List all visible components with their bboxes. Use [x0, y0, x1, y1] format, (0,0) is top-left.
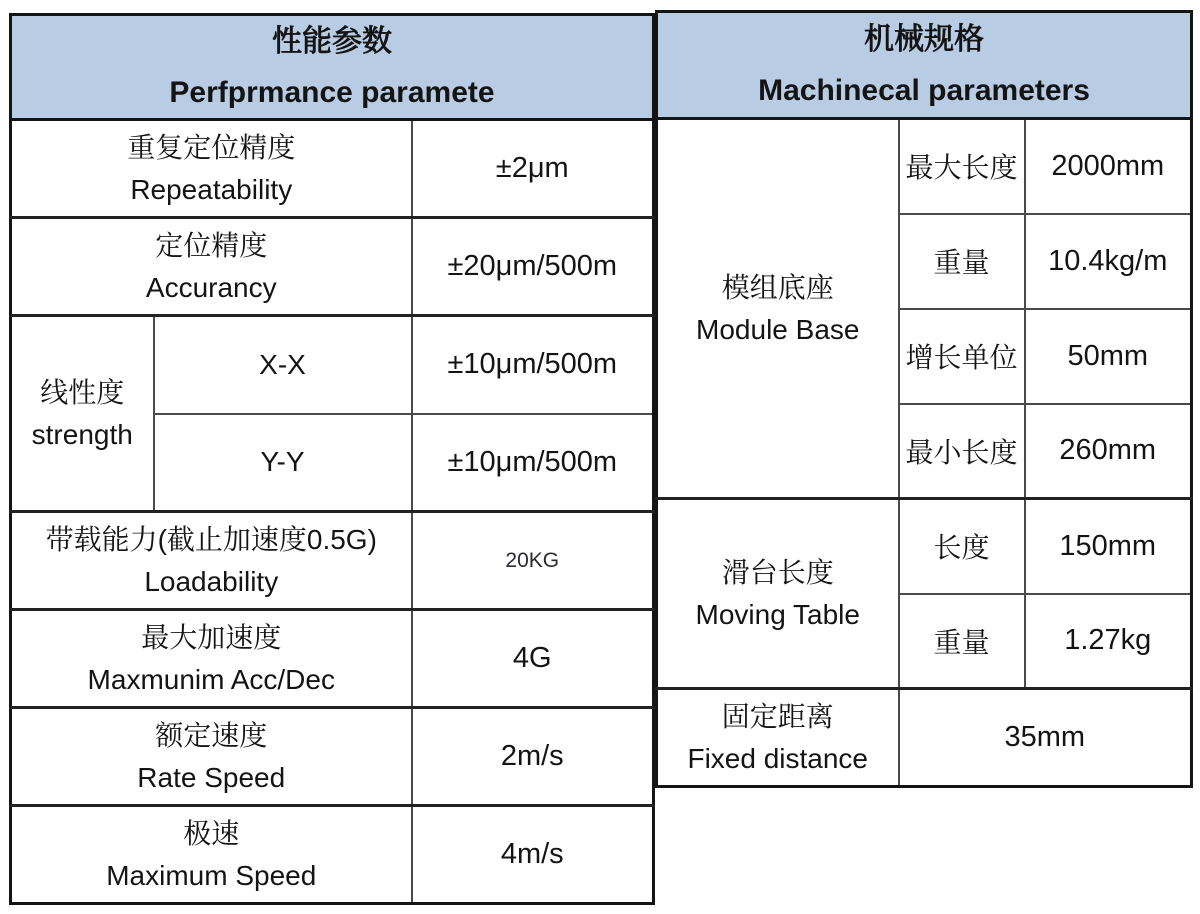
- mechanical-title-zh: 机械规格: [864, 23, 984, 56]
- max-speed-label-cell: [11, 806, 412, 904]
- table-row: [657, 499, 1192, 594]
- loadability-label-en: Loadability: [144, 565, 279, 597]
- rate-speed-value: 2m/s: [412, 708, 654, 806]
- table-row: [11, 806, 654, 904]
- table-length-value: 150mm: [1025, 499, 1192, 594]
- increment-unit-label: 增长单位: [899, 309, 1025, 404]
- table-row: [11, 316, 654, 414]
- table-weight-value: 1.27kg: [1025, 594, 1192, 689]
- max-speed-label-zh: 极速: [183, 817, 240, 849]
- accuracy-label-cell: [11, 218, 412, 316]
- performance-table-header: [11, 15, 654, 120]
- accuracy-value: ±20μm/500m: [412, 218, 654, 316]
- moving-table-label-en: Moving Table: [695, 598, 860, 630]
- max-acc-label-en: Maxmunim Acc/Dec: [87, 663, 335, 695]
- table-row: [657, 119, 1192, 214]
- loadability-label-zh: 带载能力(截止加速度0.5G): [45, 523, 377, 555]
- mechanical-table-header: [657, 12, 1192, 119]
- fixed-distance-value: 35mm: [899, 689, 1192, 787]
- performance-parameters-table: [9, 13, 655, 905]
- module-base-label-zh: 模组底座: [721, 271, 834, 303]
- table-weight-label: 重量: [899, 594, 1025, 689]
- repeatability-label-en: Repeatability: [130, 173, 293, 205]
- accuracy-label-zh: 定位精度: [155, 229, 268, 261]
- linearity-label-zh: 线性度: [40, 376, 125, 408]
- max-acc-value: 4G: [412, 610, 654, 708]
- max-speed-label-en: Maximum Speed: [106, 859, 317, 891]
- increment-unit-value: 50mm: [1025, 309, 1192, 404]
- linearity-label-en: strength: [31, 418, 133, 450]
- max-acc-label-zh: 最大加速度: [141, 621, 282, 653]
- table-row: [11, 610, 654, 708]
- table-row: [11, 512, 654, 610]
- base-weight-label: 重量: [899, 214, 1025, 309]
- linearity-label-cell: [11, 316, 154, 512]
- linearity-xx-label: X-X: [154, 316, 412, 414]
- base-weight-value: 10.4kg/m: [1025, 214, 1192, 309]
- module-base-label-cell: [657, 119, 899, 499]
- mechanical-title-en: Machinecal parameters: [758, 74, 1090, 107]
- min-length-value: 260mm: [1025, 404, 1192, 499]
- repeatability-label-zh: 重复定位精度: [127, 131, 296, 163]
- loadability-label-cell: [11, 512, 412, 610]
- fixed-distance-label-cell: [657, 689, 899, 787]
- table-length-label: 长度: [899, 499, 1025, 594]
- linearity-yy-label: Y-Y: [154, 414, 412, 512]
- rate-speed-label-cell: [11, 708, 412, 806]
- fixed-distance-label-en: Fixed distance: [687, 742, 869, 774]
- rate-speed-label-en: Rate Speed: [137, 761, 286, 793]
- repeatability-label-cell: [11, 120, 412, 218]
- linearity-xx-value: ±10μm/500m: [412, 316, 654, 414]
- repeatability-value: ±2μm: [412, 120, 654, 218]
- linearity-yy-value: ±10μm/500m: [412, 414, 654, 512]
- max-acc-label-cell: [11, 610, 412, 708]
- table-row: [11, 120, 654, 218]
- max-speed-value: 4m/s: [412, 806, 654, 904]
- loadability-value: 20KG: [412, 512, 654, 610]
- rate-speed-label-zh: 额定速度: [155, 719, 268, 751]
- performance-title-zh: 性能参数: [272, 25, 392, 58]
- accuracy-label-en: Accurancy: [145, 271, 277, 303]
- performance-title-en: Perfprmance paramete: [169, 76, 495, 109]
- max-length-value: 2000mm: [1025, 119, 1192, 214]
- table-row: [11, 218, 654, 316]
- moving-table-label-zh: 滑台长度: [721, 556, 834, 588]
- table-row: [11, 708, 654, 806]
- module-base-label-en: Module Base: [696, 313, 860, 345]
- fixed-distance-label-zh: 固定距离: [721, 700, 834, 732]
- table-row: [657, 689, 1192, 787]
- max-length-label: 最大长度: [899, 119, 1025, 214]
- min-length-label: 最小长度: [899, 404, 1025, 499]
- moving-table-label-cell: [657, 499, 899, 689]
- mechanical-parameters-table: [655, 10, 1193, 788]
